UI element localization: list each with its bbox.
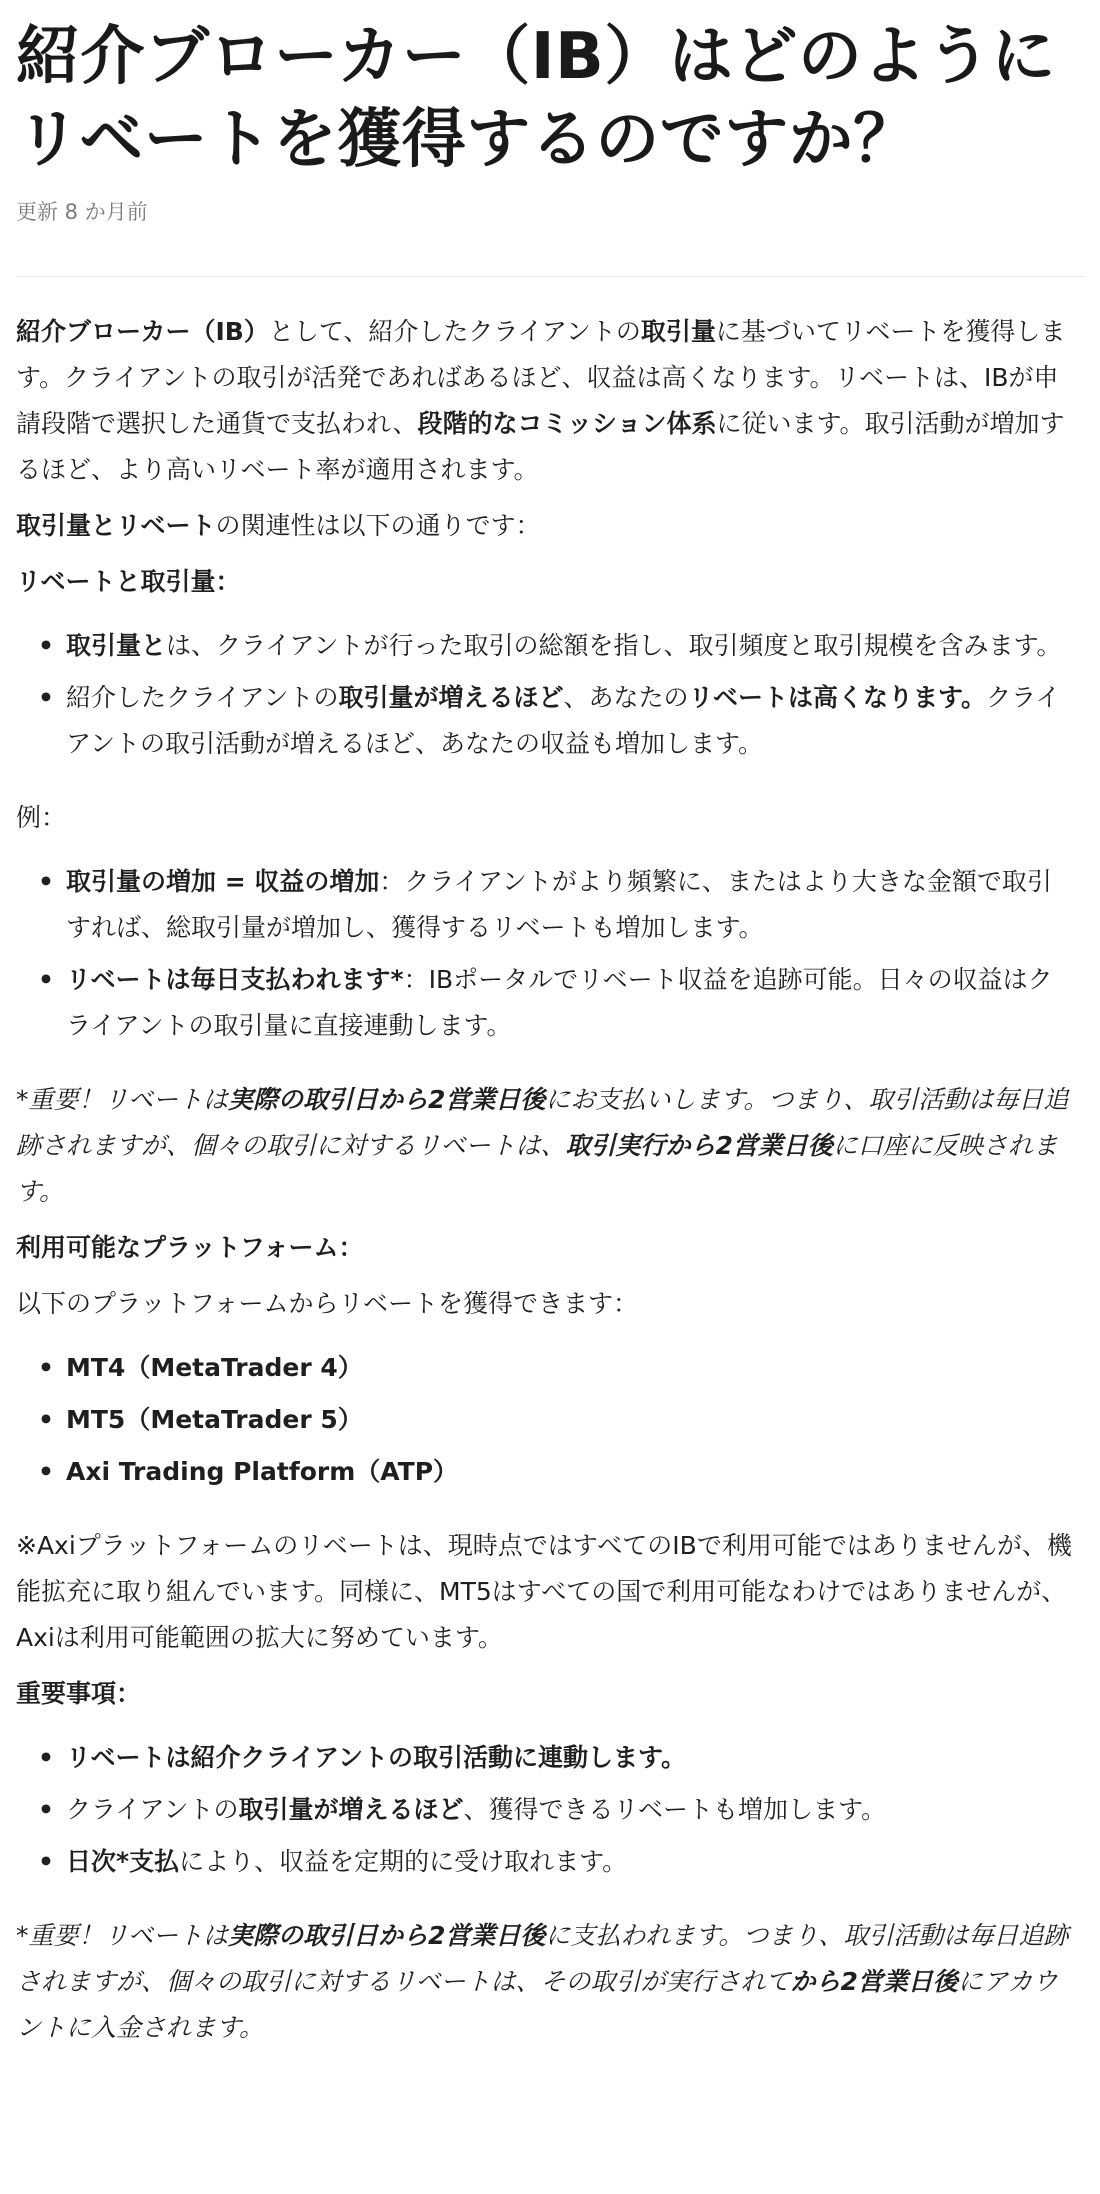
- list-item: [38, 1449, 1076, 1495]
- item-bold: 日次*支払: [66, 1847, 180, 1877]
- note-text: にお支払いします。つまり、取引活動は毎日追跡されますが、個々の取引に対するリベートは、: [16, 1085, 1069, 1161]
- bullet-icon: •: [38, 1353, 54, 1383]
- bullet-icon: •: [38, 965, 54, 995]
- intro-paragraph: [16, 309, 1076, 493]
- list-item: [38, 675, 1076, 767]
- rebate-volume-list: [16, 623, 1084, 767]
- note-bold: 実際の取引日から2営業日後: [228, 1921, 546, 1951]
- note-text: *重要！リベートは: [16, 1921, 229, 1951]
- list-item: [38, 1345, 1076, 1391]
- list-item: [38, 1839, 1076, 1885]
- item-bold: 取引量の増加 = 収益の増加: [66, 867, 380, 897]
- example-list: [16, 859, 1084, 1049]
- list-item: [38, 1787, 1076, 1833]
- relation-bold: 取引量とリベート: [16, 511, 216, 541]
- note-bold: 取引実行から2営業日後: [565, 1131, 833, 1161]
- bullet-icon: •: [38, 1405, 54, 1435]
- note-bold: 実際の取引日から2営業日後: [228, 1085, 546, 1115]
- intro-text-3: に従います。取引活動が増加するほど、より高いリベート率が適用されます。: [16, 409, 1065, 485]
- item-text: ：クライアントがより頻繁に、またはより大きな金額で取引すれば、総取引量が増加し、獲得するリベートも増加します。: [66, 867, 1052, 943]
- platform-name: MT5（MetaTrader 5）: [66, 1405, 363, 1435]
- bullet-icon: •: [38, 631, 54, 661]
- platform-name: MT4（MetaTrader 4）: [66, 1353, 363, 1383]
- intro-bold-1: 紹介ブローカー（IB）: [16, 317, 269, 347]
- relation-text: の関連性は以下の通りです：: [215, 511, 541, 541]
- item-text: 、あなたの: [563, 683, 689, 713]
- item-bold: リベートは紹介クライアントの取引活動に連動します。: [66, 1743, 687, 1773]
- example-label: 例：: [16, 803, 67, 833]
- platforms-list: [16, 1345, 1084, 1495]
- list-item: [38, 859, 1076, 951]
- important-list: [16, 1735, 1084, 1885]
- item-bold: リベートは高くなります。: [688, 683, 987, 713]
- list-item: [38, 1397, 1076, 1443]
- item-text: ：IBポータルでリベート収益を追跡可能。日々の収益はクライアントの取引量に直接連動します。: [66, 965, 1053, 1041]
- page-title: [16, 0, 1084, 182]
- bullet-icon: •: [38, 1743, 54, 1773]
- bullet-icon: •: [38, 1457, 54, 1487]
- item-text: クライアントの: [66, 1795, 239, 1825]
- item-text: 、獲得できるリベートも増加します。: [463, 1795, 887, 1825]
- relation-paragraph: [16, 503, 1076, 549]
- bullet-icon: •: [38, 1795, 54, 1825]
- article-body: [16, 309, 1084, 2051]
- platforms-heading: 利用可能なプラットフォーム：: [16, 1233, 364, 1263]
- divider: [16, 276, 1084, 277]
- title-text: 紹介ブローカー（IB）はどのように リベートを獲得するのですか？: [16, 20, 1056, 178]
- bullet-icon: •: [38, 1847, 54, 1877]
- platforms-intro: 以下のプラットフォームからリベートを獲得できます：: [16, 1289, 639, 1319]
- important-note-1: [16, 1077, 1076, 1215]
- intro-bold-2: 取引量: [640, 317, 716, 347]
- item-bold: 取引量と: [66, 631, 167, 661]
- note-bold: から2営業日後: [790, 1967, 958, 1997]
- platform-name: Axi Trading Platform（ATP）: [66, 1457, 459, 1487]
- bullet-icon: •: [38, 867, 54, 897]
- item-bold: 取引量が増えるほど: [238, 1795, 464, 1825]
- item-text: 紹介したクライアントの: [66, 683, 339, 713]
- note-text: に支払われます。つまり、取引活動は毎日追跡されますが、個々の取引に対するリベートは、その取引が実行されて: [16, 1921, 1069, 1997]
- list-item: [38, 623, 1076, 669]
- note-text: *重要！リベートは: [16, 1085, 229, 1115]
- intro-text-2: に基づいてリベートを獲得します。クライアントの取引が活発であればあるほど、収益は高くなります。リベートは、IBが申請段階で選択した通貨で支払われ、: [16, 317, 1066, 439]
- item-text: は、クライアントが行った取引の総額を指し、取引頻度と取引規模を含みます。: [166, 631, 1062, 661]
- item-text: クライアントの取引活動が増えるほど、あなたの収益も増加します。: [66, 683, 1061, 759]
- updated-timestamp: 更新 8 か月前: [16, 200, 148, 225]
- list-item: [38, 1735, 1076, 1781]
- intro-text-1: として、紹介したクライアントの: [268, 317, 641, 347]
- list-item: [38, 957, 1076, 1049]
- intro-bold-3: 段階的なコミッション体系: [417, 409, 717, 439]
- rebate-volume-heading: リベートと取引量：: [16, 567, 241, 597]
- bullet-icon: •: [38, 683, 54, 713]
- platforms-note: ※Axiプラットフォームのリベートは、現時点ではすべてのIBで利用可能ではありませんが、機能拡充に取り組んでいます。同様に、MT5はすべての国で利用可能なわけではありませんが、Axiは利用可能範囲の拡大に努めています。: [16, 1531, 1072, 1653]
- important-note-2: [16, 1913, 1076, 2051]
- item-text: により、収益を定期的に受け取れます。: [179, 1847, 628, 1877]
- item-bold: リベートは毎日支払われます*: [66, 965, 404, 995]
- note-text: に口座に反映されます。: [16, 1131, 1058, 1207]
- important-heading: 重要事項：: [16, 1679, 142, 1709]
- note-text: にアカウントに入金されます。: [16, 1967, 1058, 2043]
- item-bold: 取引量が増えるほど: [338, 683, 564, 713]
